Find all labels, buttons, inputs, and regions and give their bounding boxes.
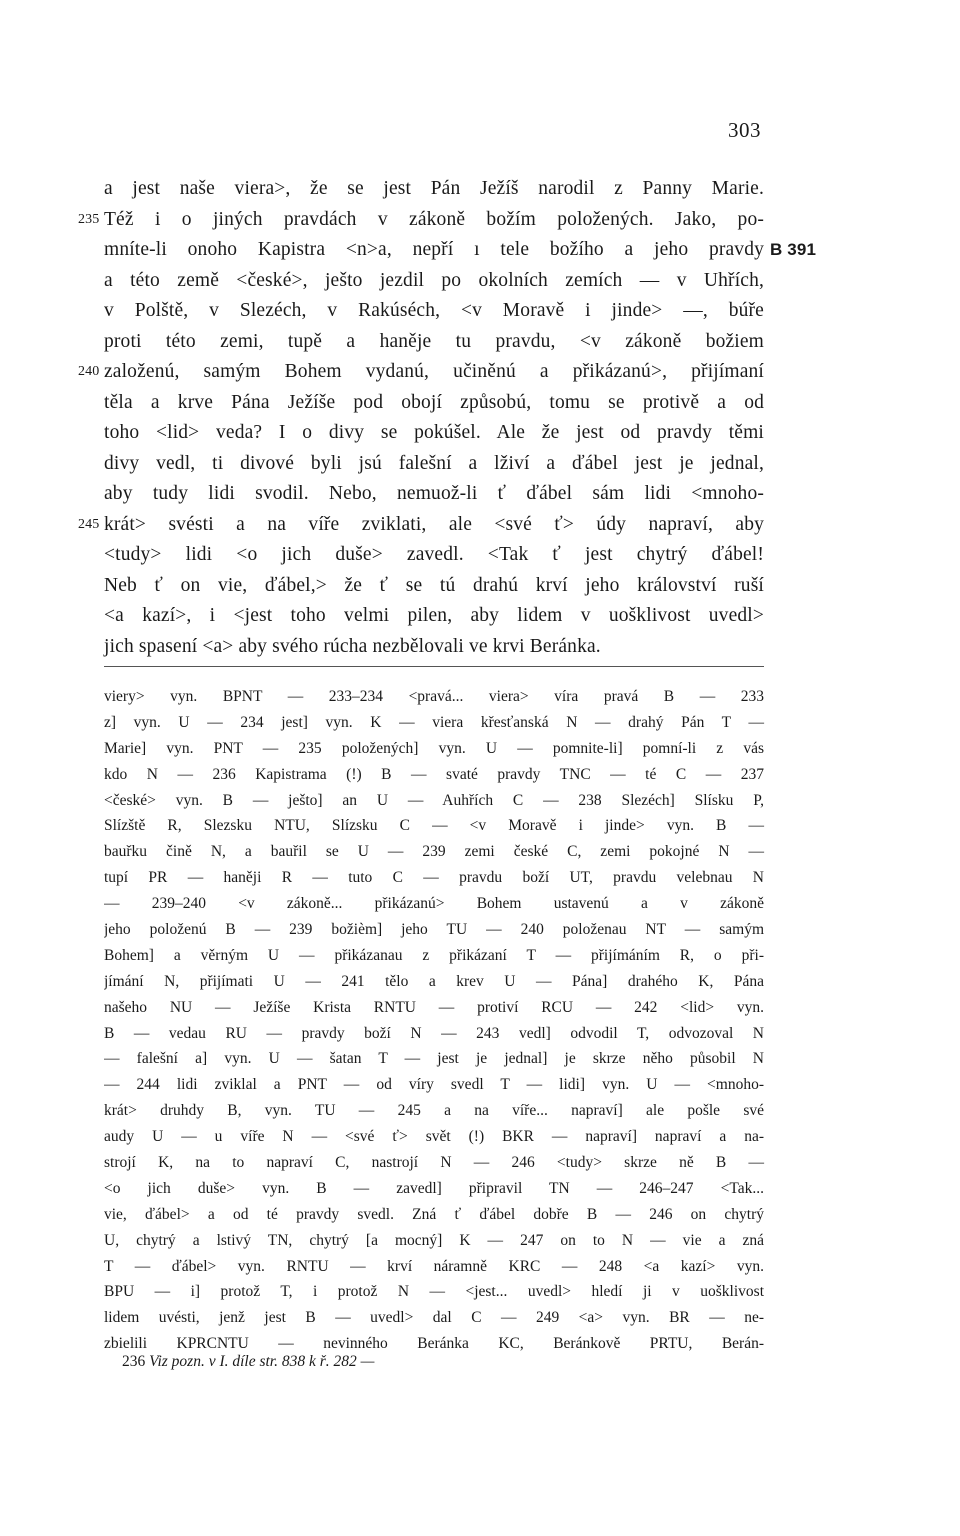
- note-line: lidem uvésti, jenž jest B — uvedl> dal C — 249 <a> vyn. BR — ne-: [104, 1309, 764, 1327]
- footnote: [122, 1353, 374, 1371]
- line-number: 235: [78, 211, 100, 227]
- note-line: audy U — u víře N — <své ť> svět (!) BKR — napraví] napraví a na-: [104, 1128, 764, 1146]
- line-text: Neb ť on vie, ďábel,> že ť se tú drahú krví jeho království ruší: [104, 574, 764, 596]
- note-line: <české> vyn. B — ješto] an U — Auhřích C — 238 Slezéch] Slísku P,: [104, 791, 764, 809]
- text-line: [104, 601, 764, 632]
- line-text: jich spasení <a> aby svého rúcha nezbělovali ve krvi Beránka.: [104, 635, 601, 657]
- text-line: [104, 418, 764, 449]
- note-line: — 239–240 <v zákoně... přikázanú> Bohem ustavenú a v zákoně: [104, 895, 764, 913]
- text-line: [104, 235, 817, 266]
- separator-rule: [104, 666, 764, 667]
- main-text: [78, 174, 817, 662]
- text-line: [104, 296, 764, 327]
- critical-apparatus: [104, 684, 768, 1357]
- note-line: — falešní a] vyn. U — šatan T — jest je jednal] je skrze něho působil N: [104, 1050, 764, 1068]
- note-line: vie, ďábel> a od té pravdy svedl. Zná ť ďábel dobře B — 246 on chytrý: [104, 1205, 764, 1223]
- note-line: Marie] vyn. PNT — 235 položených] vyn. U — pomnite-li] pomní-li z vás: [104, 739, 764, 757]
- line-text: Též i o jiných pravdách v zákoně božím položených. Jako, po-: [104, 208, 764, 230]
- footnote-number: 236: [122, 1353, 146, 1370]
- note-line: bauřku čině N, a bauřil se U — 239 zemi české C, zemi pokojné N —: [104, 843, 764, 861]
- footnote-text: Viz pozn. v I. díle str. 838 k ř. 282 —: [149, 1353, 375, 1370]
- line-text: proti této zemi, tupě a haněje tu pravdu, <v zákoně božiem: [104, 330, 764, 352]
- line-text: toho <lid> veda? I o divy se pokúšel. Ale že jest od pravdy těmi: [104, 422, 764, 443]
- text-line: [104, 266, 764, 297]
- line-text: založenú, samým Bohem vydanú, učiněnú a přikázanú>, přijímaní: [104, 361, 764, 382]
- line-text: mníte-li onoho Kapistra <n>a, nepří ı tele božího a jeho pravdy: [104, 239, 764, 260]
- line-text: <tudy> lidi <o jich duše> zavedl. <Tak ť jest chytrý ďábel!: [104, 544, 764, 565]
- line-text: a jest naše viera>, že se jest Pán Ježíš narodil z Panny Marie.: [104, 178, 764, 199]
- text-line: [104, 327, 764, 358]
- note-line: z] vyn. U — 234 jest] vyn. K — viera křesťanská N — drahý Pán T —: [104, 713, 764, 731]
- note-line: B — vedau RU — pravdy boží N — 243 vedl] odvodil T, odvozoval N: [104, 1024, 764, 1042]
- note-line: našeho NU — Ježíše Krista RNTU — protiví RCU — 242 <lid> vyn.: [104, 998, 764, 1016]
- note-line: viery> vyn. BPNT — 233–234 <pravá... viera> víra pravá B — 233: [104, 688, 764, 705]
- line-text: krát> svésti a na víře zviklati, ale <své ť> údy napraví, aby: [104, 513, 764, 535]
- note-line: jímání N, přijímati U — 241 tělo a krev U — Pána] drahého K, Pána: [104, 972, 764, 990]
- text-line: [104, 571, 764, 602]
- note-line: jeho položenú B — 239 božièm] jeho TU — 240 položenau NT — samým: [104, 921, 764, 939]
- margin-reference: B 391: [770, 240, 817, 259]
- text-line: [104, 174, 764, 205]
- text-line: [104, 632, 764, 663]
- note-line: U, chytrý a lstivý TN, chytrý [a mocný] K — 247 on to N — vie a zná: [104, 1231, 764, 1249]
- text-line: [104, 388, 764, 419]
- note-line: Slízště R, Slezsku NTU, Slízsku C — <v Moravě i jinde> vyn. B —: [104, 817, 764, 835]
- page-number: 303: [728, 118, 761, 142]
- text-line: [104, 540, 764, 571]
- text-line: [78, 357, 764, 388]
- note-line: T — ďábel> vyn. RNTU — krví náramně KRC — 248 <a kazí> vyn.: [104, 1257, 764, 1275]
- note-line: zbielili KPRCNTU — nevinného Beránka KC, Beránkově PRTU, Berán-: [104, 1335, 764, 1353]
- line-text: v Polště, v Slezéch, v Rakúséch, <v Moravě i jinde> —, búře: [104, 300, 764, 321]
- line-text: divy vedl, ti divové byli jsú falešní a lživí a ďábel jest je jednal,: [104, 452, 764, 474]
- note-line: kdo N — 236 Kapistrama (!) B — svaté pravdy TNC — té C — 237: [104, 765, 764, 783]
- line-text: a této země <české>, ješto jezdil po okolních zemích — v Uhřích,: [104, 269, 764, 291]
- note-line: krát> druhdy B, vyn. TU — 245 a na víře... napraví] ale pošle své: [104, 1102, 764, 1120]
- line-text: aby tudy lidi svodil. Nebo, nemuož-li ť ďábel sám lidi <mnoho-: [104, 483, 764, 504]
- note-line: <o jich duše> vyn. B — zavedl] připravil TN — 246–247 <Tak...: [104, 1179, 764, 1197]
- text-line: [78, 205, 764, 236]
- text-line: [78, 510, 764, 541]
- note-line: strojí K, na to napraví C, nastrojí N — 246 <tudy> skrze ně B —: [104, 1154, 764, 1172]
- note-line: BPU — i] protož T, i protož N — <jest... uvedl> hledí ji v uošklivost: [104, 1283, 764, 1301]
- text-line: [104, 479, 764, 510]
- text-line: [104, 449, 764, 480]
- line-text: těla a krve Pána Ježíše pod obojí způsobú, tomu se protivě a od: [104, 391, 764, 413]
- line-text: <a kazí>, i <jest toho velmi pilen, aby lidem v uošklivost uvedl>: [104, 605, 764, 626]
- line-number: 245: [78, 516, 100, 532]
- line-number: 240: [78, 364, 100, 379]
- note-line: — 244 lidi zviklal a PNT — od víry svedl T — lidi] vyn. U — <mnoho-: [104, 1076, 764, 1094]
- note-line: Bohem] a věrným U — přikázanau z přikázaní T — přijímáním R, o při-: [104, 946, 764, 964]
- note-line: tupí PR — haněji R — tuto C — pravdu boží UT, pravdu velebnau N: [104, 869, 764, 887]
